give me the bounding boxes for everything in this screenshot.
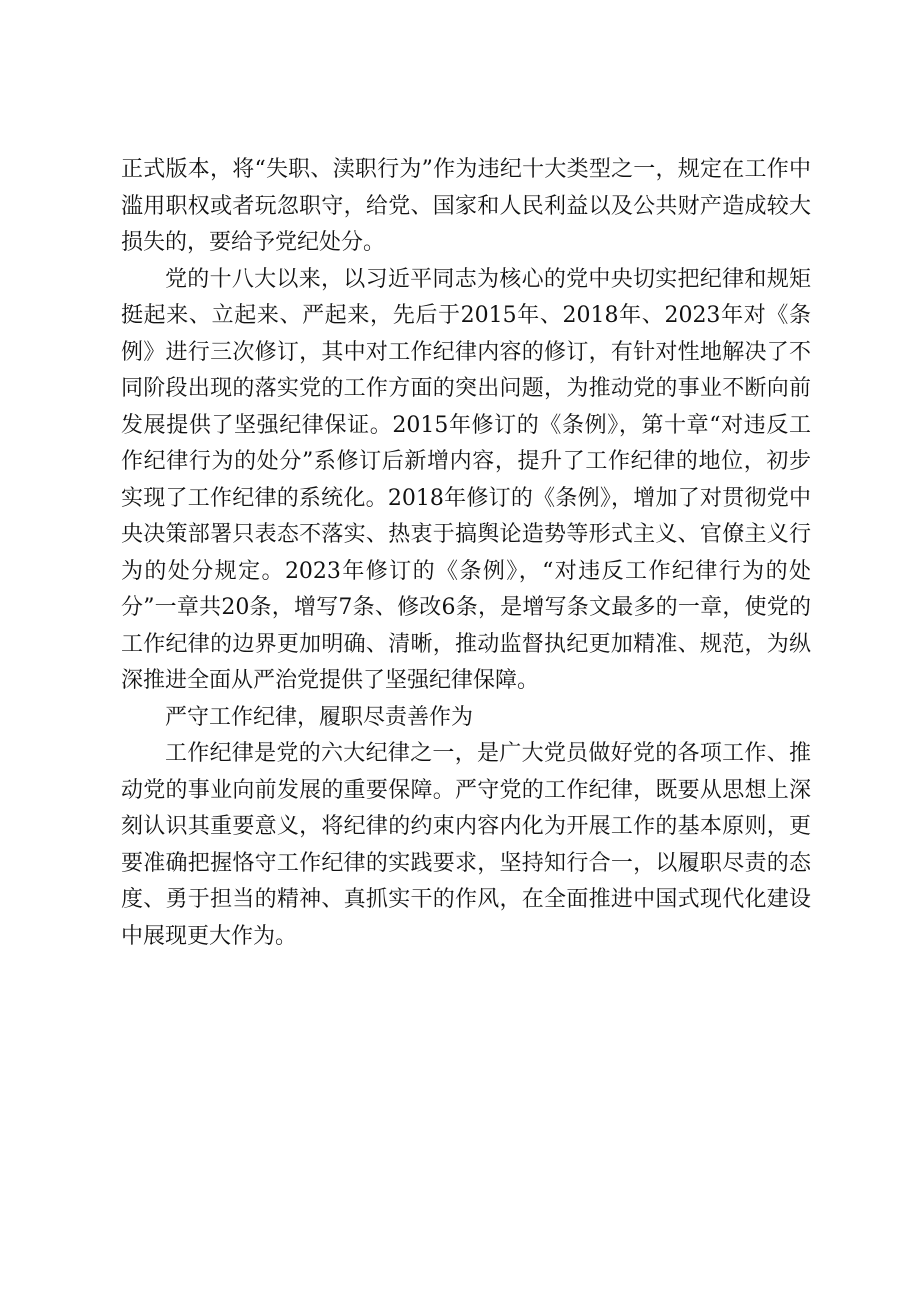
- section-heading: 严守工作纪律，履职尽责善作为: [165, 704, 474, 730]
- document-body: [121, 152, 811, 955]
- paragraph-work-discipline: 工作纪律是党的六大纪律之一，是广大党员做好党的各项工作、推动党的事业向前发展的重要保障。严守党的工作纪律，既要从思想上深刻认识其重要意义，将纪律的约束内容内化为开展工作的基本原则，更要准确把握恪守工作纪律的实践要求，坚持知行合一，以履职尽责的态度、勇于担当的精神、真抓实干的作风，在全面推进中国式现代化建设中展现更大作为。: [121, 741, 811, 949]
- paragraph-continuation: 正式版本，将“失职、渎职行为”作为违纪十大类型之一，规定在工作中滥用职权或者玩忽职守，给党、国家和人民利益以及公共财产造成较大损失的，要给予党纪处分。: [121, 157, 811, 255]
- paragraph-revision-history: 党的十八大以来，以习近平同志为核心的党中央切实把纪律和规矩挺起来、立起来、严起来，先后于2015年、2018年、2023年对《条例》进行三次修订，其中对工作纪律内容的修订，有针对性地解决了不同阶段出现的落实党的工作方面的突出问题，为推动党的事业不断向前发展提供了坚强纪律保证。2015年修订的《条例》，第十章“对违反工作纪律行为的处分”系修订后新增内容，提升了工作纪律的地位，初步实现了工作纪律的系统化。2018年修订的《条例》，增加了对贯彻党中央决策部署只表态不落实、热衷于搞舆论造势等形式主义、官僚主义行为的处分规定。2023年修订的《条例》，“对违反工作纪律行为的处分”一章共20条，增写7条、修改6条，是增写条文最多的一章，使党的工作纪律的边界更加明确、清晰，推动监督执纪更加精准、规范，为纵深推进全面从严治党提供了坚强纪律保障。: [121, 266, 811, 693]
